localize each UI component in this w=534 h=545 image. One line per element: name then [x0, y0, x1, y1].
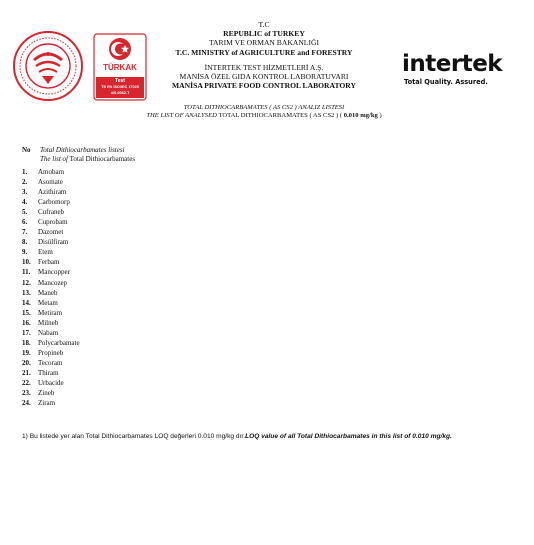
list-item-number: 24. [22, 399, 31, 408]
list-item-number: 18. [22, 338, 31, 347]
list-item-number: 9. [22, 248, 28, 257]
list-item-number: 14. [22, 298, 31, 307]
list-item [22, 227, 80, 237]
list-item-name: Cuprobam [38, 218, 68, 227]
list-item-name: Tecoram [38, 358, 63, 367]
list-item-number: 12. [22, 278, 31, 287]
list-item-name: Milneb [38, 318, 59, 327]
header-line-ministry-tr: TARIM VE ORMAN BAKANLIĞI [209, 38, 319, 48]
list-item-number: 5. [22, 208, 28, 217]
list-item-name: Urbacide [38, 378, 64, 387]
list-item-number: 2. [22, 178, 28, 187]
list-item-number: 21. [22, 368, 31, 377]
turkak-test-label: Test [115, 78, 125, 84]
list-item-name: Etem [38, 248, 53, 257]
header-line-company: İNTERTEK TEST HİZMETLERİ A.Ş. [204, 62, 324, 72]
list-item-number: 8. [22, 238, 28, 247]
list-item-number: 20. [22, 358, 31, 367]
list-item [22, 288, 80, 298]
list-item [22, 278, 80, 288]
list-item-name: Nabam [38, 328, 59, 337]
list-item-name: Metiram [38, 308, 63, 317]
turkak-brand-text: TÜRKAK [103, 63, 137, 72]
header-logos [12, 30, 142, 100]
turkak-code: AB-0062-T [110, 91, 130, 95]
list-item-number: 1. [22, 168, 28, 176]
list-item [22, 177, 80, 187]
subtitle-loq: 0.010 mg/kg [343, 112, 378, 119]
list-item [22, 368, 80, 378]
list-item-name: Ferbam [38, 258, 60, 267]
list-item-number: 3. [22, 188, 28, 197]
list-header [22, 146, 135, 164]
list-header-tr: Total Dithiocarbamates listesi [40, 146, 125, 154]
list-header-en-b: Total Dithiocarbamates [68, 155, 136, 163]
list-item-name: Azithiram [38, 188, 67, 197]
list-item-number: 17. [22, 328, 31, 337]
list-item [22, 388, 80, 398]
list-item-name: Propineb [38, 348, 64, 357]
subtitle-line-2-a: THE LIST OF ANALYSED [146, 112, 217, 119]
subtitle-line-2-b: TOTAL DITHIOCARBAMATES ( AS CS2 ) ( [216, 112, 344, 119]
list-item [22, 298, 80, 308]
list-item-number: 11. [22, 268, 31, 277]
list-item-number: 19. [22, 348, 31, 357]
subtitle-line-2 [130, 112, 398, 120]
intertek-wordmark: intertek [402, 51, 503, 77]
footnote-bold: LOQ value of all Total Dithiocarbamates in this list of 0.010 mg/kg. [245, 433, 452, 440]
list-item-number: 16. [22, 318, 31, 327]
list-item-number: 4. [22, 198, 28, 207]
list-header-row-2 [22, 155, 135, 164]
list-header-no: No [22, 146, 31, 154]
list-item [22, 257, 80, 267]
list-item-number: 13. [22, 288, 31, 297]
intertek-logo [402, 52, 512, 86]
list-item [22, 187, 80, 197]
list-item [22, 167, 80, 177]
list-item-number: 22. [22, 378, 31, 387]
list-item-name: Thiram [38, 368, 59, 377]
footnote [22, 433, 452, 440]
list-item-number: 7. [22, 228, 28, 237]
list-header-row-1 [22, 146, 135, 155]
list-item-name: Zineb [38, 389, 55, 398]
list-header-en-a: The list of [40, 155, 69, 163]
list-item-name: Dazomet [38, 228, 64, 237]
list-item [22, 308, 80, 318]
subtitle-line-1: TOTAL DITHIOCARBAMATES ( AS CS2 ) ANALIZ LISTESI [183, 104, 345, 111]
list-item-number: 15. [22, 308, 31, 317]
header-line-republic: REPUBLIC of TURKEY [223, 29, 305, 39]
dithiocarbamate-list [22, 167, 80, 408]
list-item-name: Mancozep [38, 278, 68, 287]
list-item-name: Asomate [38, 178, 63, 187]
subtitle-line-2-d: ) [377, 112, 382, 119]
list-item-name: Carbomorp [38, 198, 70, 207]
list-item-number: 10. [22, 258, 31, 267]
header-line-tc: T.C [258, 20, 270, 29]
list-item [22, 378, 80, 388]
list-item-number: 6. [22, 218, 28, 227]
list-item [22, 338, 80, 348]
header-line-lab-tr: MANİSA ÖZEL GIDA KONTROL LABORATUVARI [179, 72, 349, 82]
list-item-name: Metam [38, 298, 58, 307]
list-item-name: Polycarbamate [38, 338, 80, 347]
list-item [22, 267, 80, 277]
header-title-block [130, 20, 398, 90]
intertek-tagline: Total Quality. Assured. [404, 78, 488, 86]
header-line-ministry-en: T.C. MINISTRY of AGRICULTURE and FORESTRY [175, 47, 353, 57]
list-item [22, 217, 80, 227]
list-item [22, 197, 80, 207]
list-item [22, 318, 80, 328]
list-item [22, 358, 80, 368]
list-item [22, 237, 80, 247]
list-item [22, 247, 80, 257]
document-subtitle [130, 104, 398, 120]
ministry-seal-icon [12, 30, 84, 102]
list-item-name: Maneb [38, 288, 58, 297]
footnote-plain: 1) Bu listede yer alan Total Dithiocarbamates LOQ değerleri 0.010 mg/kg dır. [22, 433, 246, 440]
list-item-number: 23. [22, 389, 31, 398]
list-item-name: Disülfiram [38, 238, 69, 247]
list-item-name: Ziram [38, 399, 56, 408]
header-line-lab-en: MANİSA PRIVATE FOOD CONTROL LABORATORY [172, 81, 356, 91]
turkak-standard: TS EN ISO/IEC 17025 [101, 85, 139, 89]
list-item-name: Mancopper [38, 268, 70, 277]
list-item-name: Cufraneb [38, 208, 65, 217]
list-item [22, 398, 80, 408]
list-item-name: Amobam [38, 168, 65, 176]
list-item [22, 348, 80, 358]
list-item [22, 207, 80, 217]
list-item [22, 328, 80, 338]
